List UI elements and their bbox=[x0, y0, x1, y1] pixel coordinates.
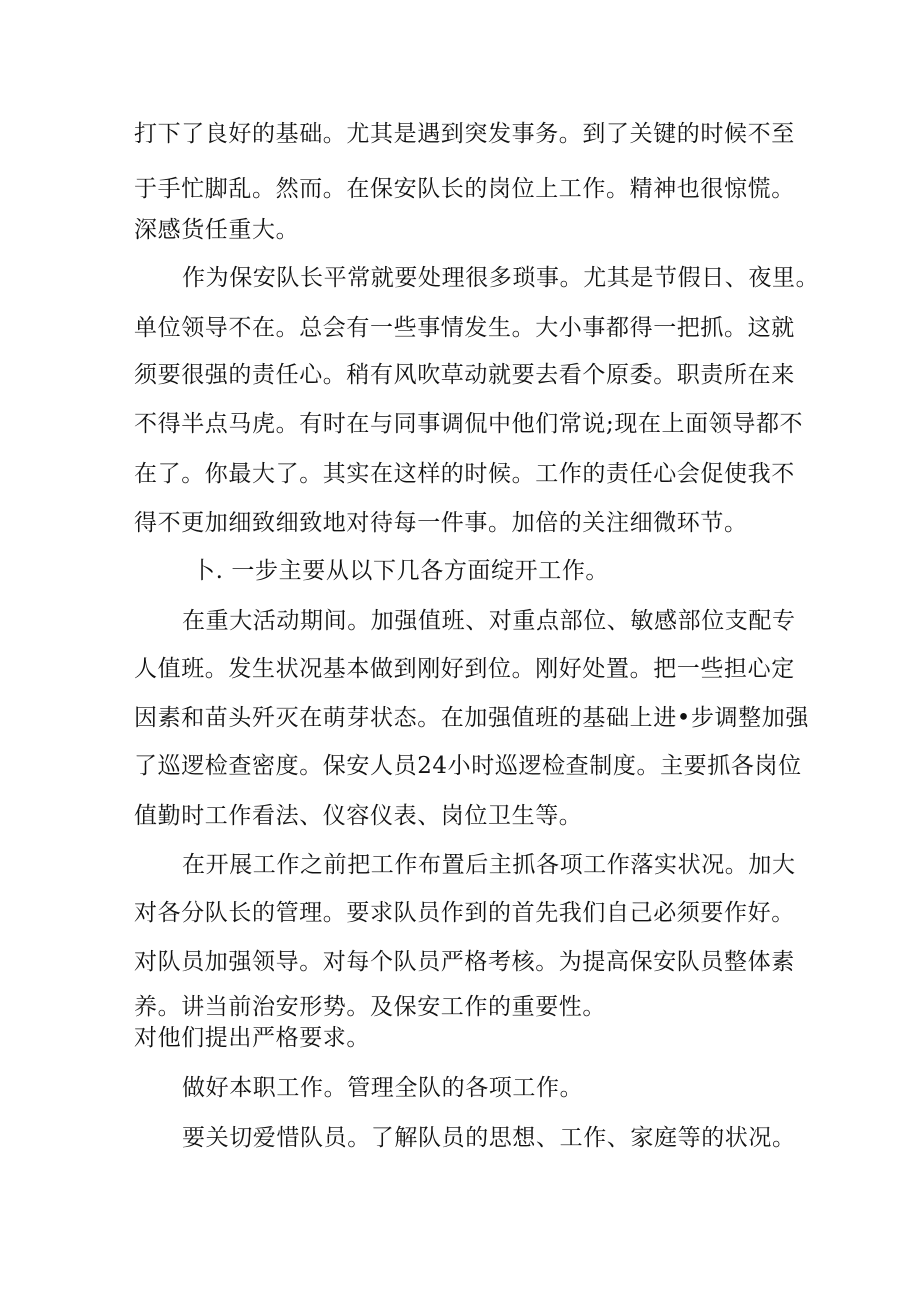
text-line: 在了。你最大了。其实在这样的时候。工作的责任心会促使我不 bbox=[134, 461, 795, 487]
paragraph-start-line: 要关切爱惜队员。了解队员的思想、工作、家庭等的状况。 bbox=[182, 1125, 796, 1151]
section-heading: 卜. 一步主要从以下几各方面绽开工作。 bbox=[192, 558, 610, 584]
paragraph-start-line: 做好本职工作。管理全队的各项工作。 bbox=[182, 1075, 584, 1101]
text-line: 于手忙脚乱。然而。在保安队长的岗位上工作。精神也很惊慌。 bbox=[134, 176, 795, 202]
text-line: 养。讲当前治安形势。及保安工作的重要性。 bbox=[134, 994, 606, 1020]
text-line: 对各分队长的管理。要求队员作到的首先我们自己必须要作好。 bbox=[134, 900, 795, 926]
paragraph-start-line: 在开展工作之前把工作布置后主抓各项工作落实状况。加大 bbox=[182, 852, 796, 878]
text-line: 值勤时工作看法、仪容仪表、岗位卫生等。 bbox=[134, 803, 583, 829]
paragraph-start-line: 作为保安队长平常就要处理很多琐事。尤其是节假日、夜里。 bbox=[182, 265, 820, 291]
text-line: 须要很强的责任心。稍有风吹草动就要去看个原委。职责所在来 bbox=[134, 362, 795, 388]
text-line: 人值班。发生状况基本做到刚好到位。刚好处置。把一些担心定 bbox=[134, 656, 795, 682]
paragraph-start-line: 在重大活动期间。加强值班、对重点部位、敏感部位支配专 bbox=[182, 608, 796, 634]
text-line: 深感货任重大。 bbox=[134, 217, 300, 243]
text-line: 对队员加强领导。对每个队员严格考核。为提高保安队员整体素 bbox=[134, 949, 795, 975]
text-line: 对他们提出严格要求。 bbox=[134, 1025, 370, 1051]
text-line: 不得半点马虎。有时在与同事调侃中他们常说;现在上面领导都不 bbox=[134, 411, 804, 437]
text-line: 得不更加细致细致地对待每一件事。加倍的关注细微环节。 bbox=[134, 510, 748, 536]
text-line: 了巡逻检查密度。保安人员24小时巡逻检查制度。主要抓各岗位 bbox=[134, 753, 802, 779]
text-line: 单位领导不在。总会有一些事情发生。大小事都得一把抓。这就 bbox=[134, 315, 795, 341]
text-line: 打下了良好的基础。尤其是遇到突发事务。到了关键的时候不至 bbox=[134, 121, 795, 147]
text-line: 因素和苗头歼灭在萌芽状态。在加强值班的基础上进•步调整加强 bbox=[134, 705, 809, 731]
